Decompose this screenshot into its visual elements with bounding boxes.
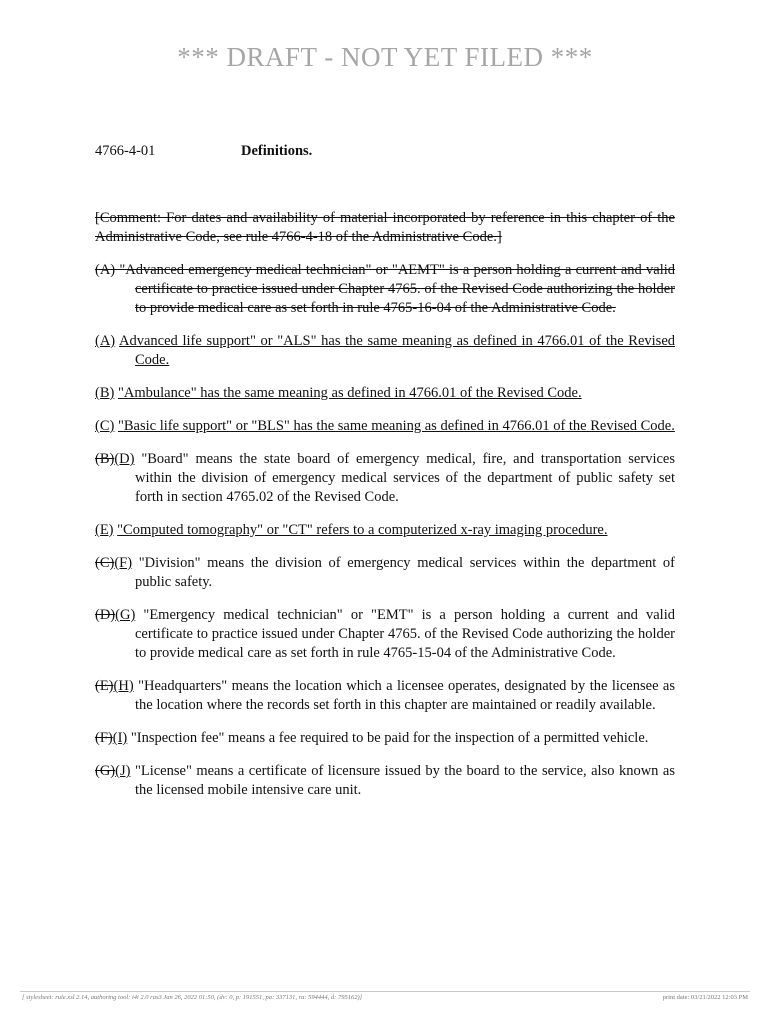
draft-watermark: *** DRAFT - NOT YET FILED *** (177, 42, 593, 72)
inserted-label: (A) (95, 333, 116, 349)
inserted-label: (J) (115, 763, 131, 779)
deleted-label: (B) (95, 451, 115, 467)
deleted-text: (A) "Advanced emergency medical technician" or "AEMT" is a person holding a current and valid certificate to practice issued under Chapter 4765. of the Revised Code authorizing the holder to provide medical care as set forth in rule 4765-16-04 of the Administrative Code. (95, 262, 675, 316)
inserted-label: (D) (114, 451, 135, 467)
definition-text: "Headquarters" means the location which a licensee operates, designated by the licensee as the location where the records set forth in this chapter are maintained or readily available. (135, 678, 675, 713)
deleted-label: (F) (95, 730, 113, 746)
inserted-text: "Computed tomography" or "CT" refers to a computerized x-ray imaging procedure. (117, 522, 608, 538)
definition-item (95, 417, 675, 436)
definition-item (95, 606, 675, 663)
inserted-label: (F) (114, 555, 133, 571)
inserted-label: (C) (95, 418, 115, 434)
definition-text: "Inspection fee" means a fee required to be paid for the inspection of a permitted vehicle. (130, 730, 649, 746)
rule-heading (95, 143, 675, 160)
deleted-label: (D) (95, 607, 116, 623)
inserted-label: (H) (113, 678, 134, 694)
inserted-label: (G) (115, 607, 136, 623)
definition-item (95, 261, 675, 318)
definition-item (95, 554, 675, 592)
definition-text: "Emergency medical technician" or "EMT" is a person holding a current and valid certificate to practice issued under Chapter 4765. of the Revised Code authorizing the holder to provide medical care as set forth in rule 4765-15-04 of the Administrative Code. (135, 607, 675, 661)
inserted-text: "Ambulance" has the same meaning as defined in 4766.01 of the Revised Code. (117, 385, 582, 401)
footer-stylesheet-info: [ stylesheet: rule.xsl 2.14, authoring tool: i4i 2.0 ras3 Jan 26, 2022 01:50, (dv: 0, p: 191551, pa: 337131, ra: 594444, d: 795162)] (22, 994, 363, 1001)
definition-text: "Division" means the division of emergency medical services within the department of public safety. (135, 555, 676, 590)
inserted-label: (E) (95, 522, 114, 538)
deleted-label: (C) (95, 555, 115, 571)
deleted-label: (E) (95, 678, 114, 694)
definition-item (95, 677, 675, 715)
definition-item (95, 384, 675, 403)
deleted-label: (G) (95, 763, 116, 779)
definition-item (95, 521, 675, 540)
definition-item (95, 332, 675, 370)
definition-text: "Board" means the state board of emergency medical, fire, and transportation services within the division of emergency medical services of the department of public safety set forth in section 4765.02 of the Revised Code. (135, 451, 675, 505)
footer-divider (20, 991, 750, 992)
definition-item (95, 762, 675, 800)
inserted-text: "Basic life support" or "BLS" has the same meaning as defined in 4766.01 of the Revised Code. (117, 418, 675, 434)
rule-title: Definitions. (241, 143, 313, 159)
rule-number: 4766-4-01 (95, 143, 156, 159)
footer-print-date: print date: 03/21/2022 12:03 PM (662, 994, 748, 1001)
inserted-label: (B) (95, 385, 115, 401)
inserted-label: (I) (112, 730, 128, 746)
comment-paragraph: [Comment: For dates and availability of material incorporated by reference in this chapter of the Administrative Code, see rule 4766-4-18 of the Administrative Code.] (95, 210, 675, 245)
definition-item (95, 450, 675, 507)
rule-body (95, 209, 675, 814)
inserted-text: Advanced life support" or "ALS" has the same meaning as defined in 4766.01 of the Revised Code. (119, 333, 676, 368)
definition-text: "License" means a certificate of licensure issued by the board to the service, also known as the licensed mobile intensive care unit. (134, 763, 675, 798)
definition-item (95, 729, 675, 748)
definitions-list (95, 261, 675, 800)
